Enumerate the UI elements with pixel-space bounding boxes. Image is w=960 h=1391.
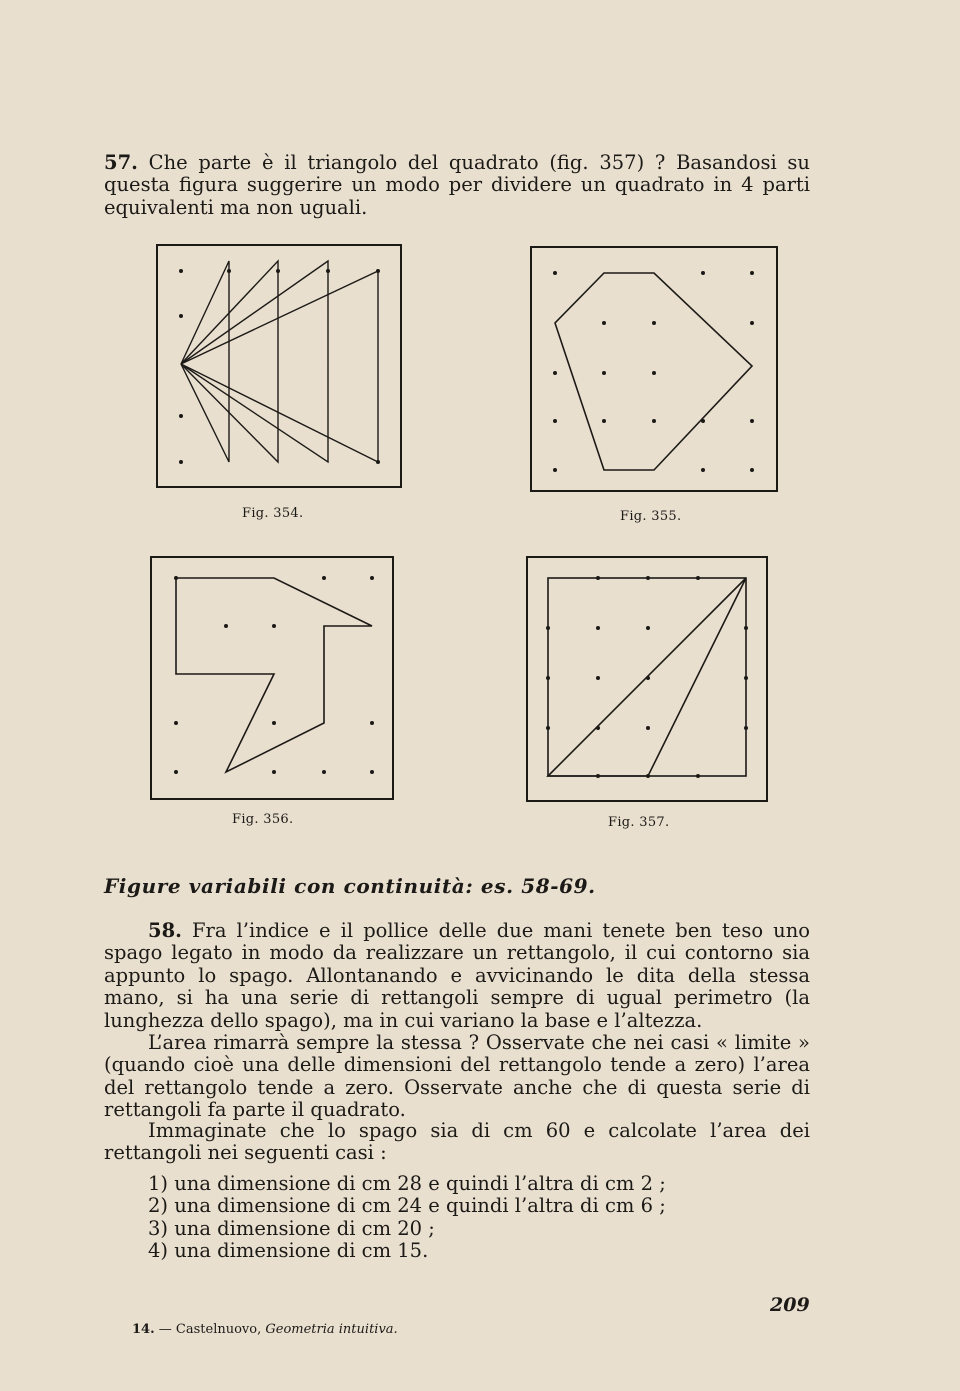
exercise-57-text: Che parte è il triangolo del quadrato (fig. 357) ? Basandosi su questa figura suggerire un modo per dividere un quadrato in 4 parti equivalenti ma non uguali.: [104, 151, 810, 219]
footer-dash: —: [158, 1322, 172, 1337]
triangle-shape: [548, 578, 746, 776]
exercise-58-paragraph-1: [104, 920, 810, 1032]
footer-signature: 14.: [132, 1322, 155, 1337]
fig-354-caption: Fig. 354.: [242, 506, 304, 521]
exercise-57: [104, 152, 810, 219]
triangle-fan: [181, 261, 378, 462]
cases-list: [148, 1173, 666, 1263]
page-number: 209: [770, 1294, 810, 1316]
case-item: 1) una dimensione di cm 28 e quindi l’altra di cm 2 ;: [148, 1172, 666, 1195]
exercise-58-number: 58.: [148, 919, 182, 942]
figure-355-geoboard: [530, 246, 780, 494]
exercise-57-number: 57.: [104, 151, 138, 174]
fig-356-caption: Fig. 356.: [232, 812, 294, 827]
fig-357-caption: Fig. 357.: [608, 815, 670, 830]
irregular-polygon: [176, 578, 372, 772]
figure-356-geoboard: [150, 556, 396, 802]
section-title: Figure variabili con continuità: es. 58-69.: [104, 874, 596, 898]
footer-author: Castelnuovo,: [175, 1322, 262, 1337]
exercise-58-text-1: Fra l’indice e il pollice delle due mani tenete ben teso uno spago legato in modo da realizzare un rettangolo, il cui contorno sia appunto lo spago. Allontanando e avvicinando le dita della stessa mano, si ha una serie di rettangoli sempre di ugual perimetro (la lunghezza dello spago), ma in cui variano la base e l’altezza.: [104, 919, 811, 1032]
case-item: 2) una dimensione di cm 24 e quindi l’altra di cm 6 ;: [148, 1194, 666, 1218]
footer-book-title: Geometria intuitiva.: [265, 1322, 398, 1337]
fig-355-caption: Fig. 355.: [620, 509, 682, 524]
exercise-58-paragraph-3: Immaginate che lo spago sia di cm 60 e calcolate l’area dei rettangoli nei seguenti casi :: [104, 1119, 810, 1165]
figure-357-geoboard: [526, 556, 770, 804]
figure-354-geoboard: [156, 244, 404, 490]
geoboard-pegs: [179, 269, 380, 464]
exercise-58-paragraph-2: L’area rimarrà sempre la stessa ? Osservate che nei casi « limite » (quando cioè una delle dimensioni del rettangolo tende a zero) l’area del rettangolo tende a zero. Osservate anche che di questa serie di rettangoli fa parte il quadrato.: [104, 1031, 810, 1122]
case-item: 4) una dimensione di cm 15.: [148, 1239, 429, 1263]
geoboard-pegs: [553, 271, 754, 472]
book-footer: [132, 1322, 398, 1337]
case-item: 3) una dimensione di cm 20 ;: [148, 1216, 435, 1240]
